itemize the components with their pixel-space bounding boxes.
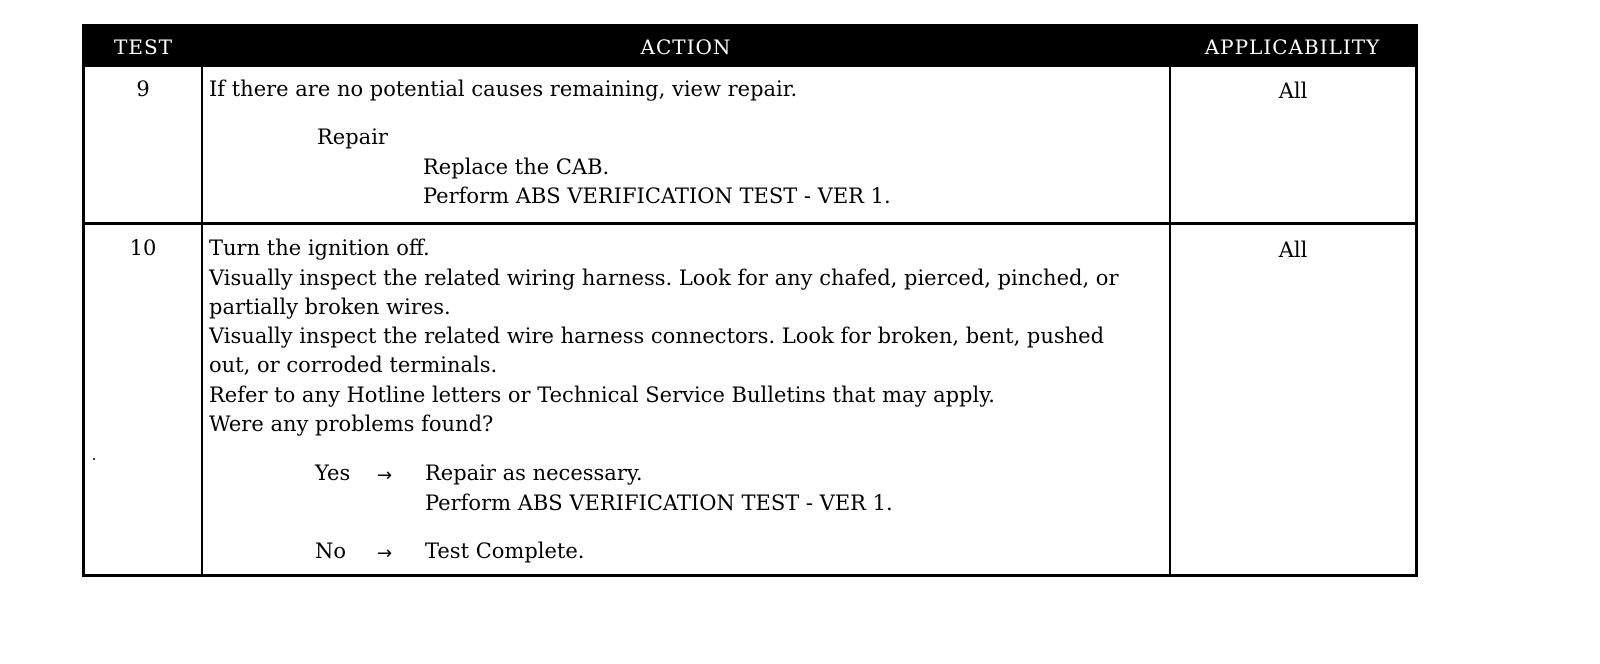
applicability-value: All bbox=[1278, 79, 1308, 103]
action-line: Visually inspect the related wiring harness. Look for any chafed, pierced, pinched, or bbox=[209, 266, 1119, 290]
action-line: Turn the ignition off. bbox=[209, 236, 430, 260]
no-label: No bbox=[315, 539, 347, 563]
test-number: 10 bbox=[129, 236, 157, 260]
diagnostic-test-table bbox=[82, 24, 1418, 577]
action-line: Visually inspect the related wire harness connectors. Look for broken, bent, pushed bbox=[209, 324, 1105, 348]
no-step: Test Complete. bbox=[425, 539, 585, 563]
yes-label: Yes bbox=[315, 461, 351, 485]
scan-speck bbox=[93, 458, 95, 460]
column-divider bbox=[201, 67, 203, 574]
action-line: Refer to any Hotline letters or Technical Service Bulletins that may apply. bbox=[209, 383, 995, 407]
repair-step: Replace the CAB. bbox=[423, 155, 610, 179]
test-number: 9 bbox=[136, 77, 150, 101]
action-line: out, or corroded terminals. bbox=[209, 353, 498, 377]
table-header bbox=[85, 27, 1415, 67]
action-line: Were any problems found? bbox=[209, 412, 494, 436]
applicability-value: All bbox=[1278, 238, 1308, 262]
header-applicability: APPLICABILITY bbox=[1204, 35, 1381, 59]
header-action: ACTION bbox=[640, 35, 732, 59]
header-test: TEST bbox=[114, 35, 173, 59]
row-divider bbox=[85, 222, 1415, 225]
yes-step: Perform ABS VERIFICATION TEST - VER 1. bbox=[425, 491, 893, 515]
yes-step: Repair as necessary. bbox=[425, 461, 643, 485]
column-divider bbox=[1169, 67, 1171, 574]
action-line: partially broken wires. bbox=[209, 295, 451, 319]
repair-label: Repair bbox=[317, 125, 388, 149]
yes-arrow-icon: → bbox=[377, 465, 393, 486]
no-arrow-icon: → bbox=[377, 543, 393, 564]
action-line: If there are no potential causes remaining, view repair. bbox=[209, 77, 798, 101]
repair-step: Perform ABS VERIFICATION TEST - VER 1. bbox=[423, 184, 891, 208]
